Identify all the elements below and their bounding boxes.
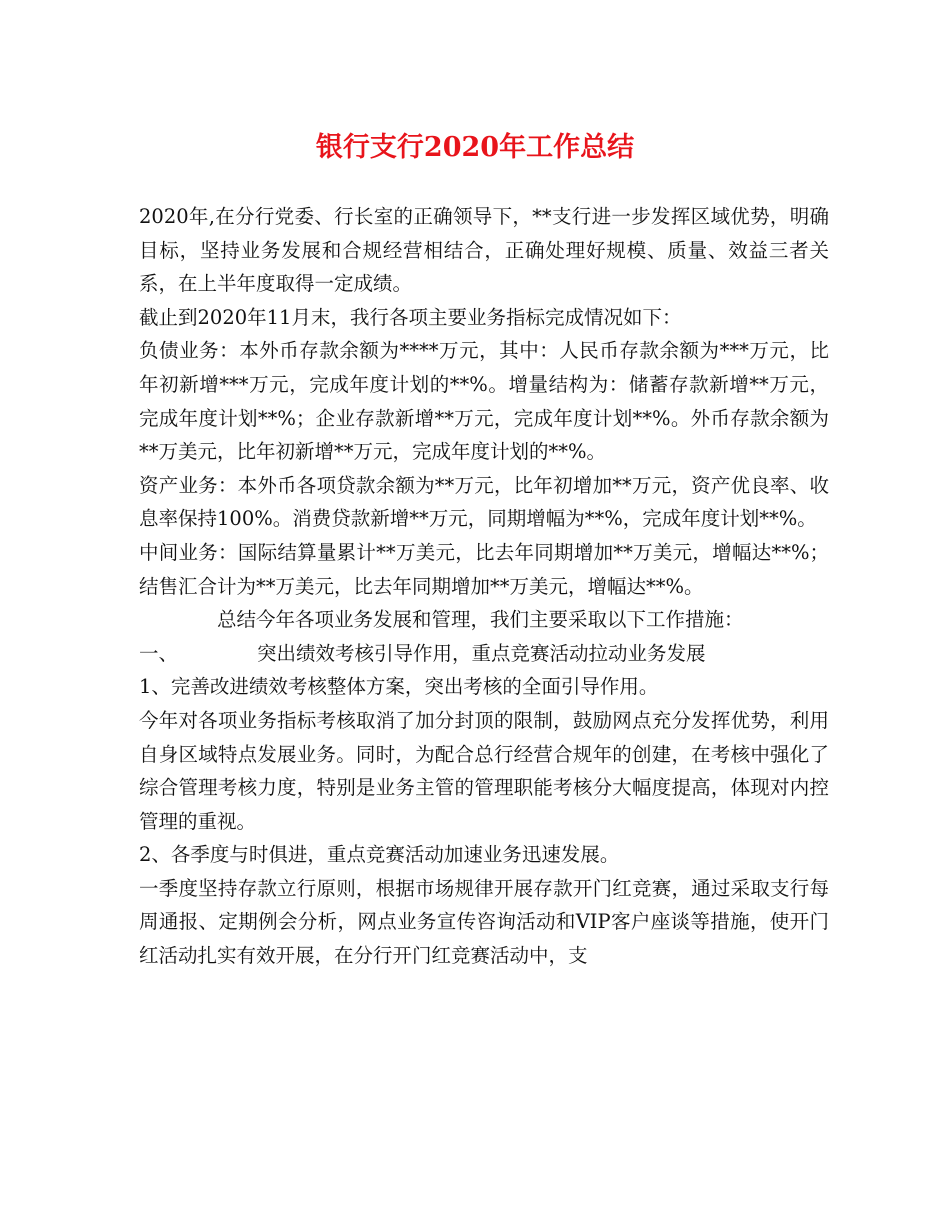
paragraph-intermediate-business: 中间业务：国际结算量累计**万美元，比去年同期增加**万美元，增幅达**%；结售汇合计为**万美元，比去年同期增加**万美元，增幅达**%。	[139, 540, 829, 598]
paragraph-measures-intro: 总结今年各项业务发展和管理，我们主要采取以下工作措施：	[217, 608, 744, 632]
item-heading-2: 2、各季度与时俱进，重点竞赛活动加速业务迅速发展。	[139, 843, 620, 867]
section-number: 一、	[139, 641, 179, 665]
paragraph-indicators-intro: 截止到2020年11月末，我行各项主要业务指标完成情况如下：	[139, 305, 682, 329]
paragraph-assessment: 今年对各项业务指标考核取消了加分封顶的限制，鼓励网点充分发挥优势，利用自身区域特点发展业务。同时，为配合总行经营合规年的创建，在考核中强化了综合管理考核力度，特别是业务主管的管理职能考核分大幅度提高，体现对内控管理的重视。	[139, 708, 829, 833]
paragraph-intro: 2020年,在分行党委、行长室的正确领导下，**支行进一步发挥区域优势，明确目标，坚持业务发展和合规经营相结合，正确处理好规模、质量、效益三者关系，在上半年度取得一定成绩。	[139, 205, 829, 296]
paragraph-liability-business: 负债业务：本外币存款余额为****万元，其中：人民币存款余额为***万元，比年初新增***万元，完成年度计划的**%。增量结构为：储蓄存款新增**万元，完成年度计划**%；企业存款新增**万元，完成年度计划**%。外币存款余额为**万美元，比年初新增**万元，完成年度计划的**%。	[139, 339, 829, 464]
document-title: 银行支行2020年工作总结	[315, 132, 635, 163]
item-heading-1: 1、完善改进绩效考核整体方案，突出考核的全面引导作用。	[139, 675, 659, 699]
section-heading-1	[139, 637, 829, 671]
document-body	[139, 200, 829, 973]
section-heading-text: 突出绩效考核引导作用，重点竞赛活动拉动业务发展	[257, 641, 706, 665]
paragraph-asset-business: 资产业务：本外币各项贷款余额为**万元，比年初增加**万元，资产优良率、收息率保持100%。消费贷款新增**万元，同期增幅为**%，完成年度计划**%。	[139, 473, 829, 531]
paragraph-first-quarter: 一季度坚持存款立行原则，根据市场规律开展存款开门红竞赛，通过采取支行每周通报、定期例会分析，网点业务宣传咨询活动和VIP客户座谈等措施，使开门红活动扎实有效开展，在分行开门红竞赛活动中，支	[139, 876, 829, 968]
